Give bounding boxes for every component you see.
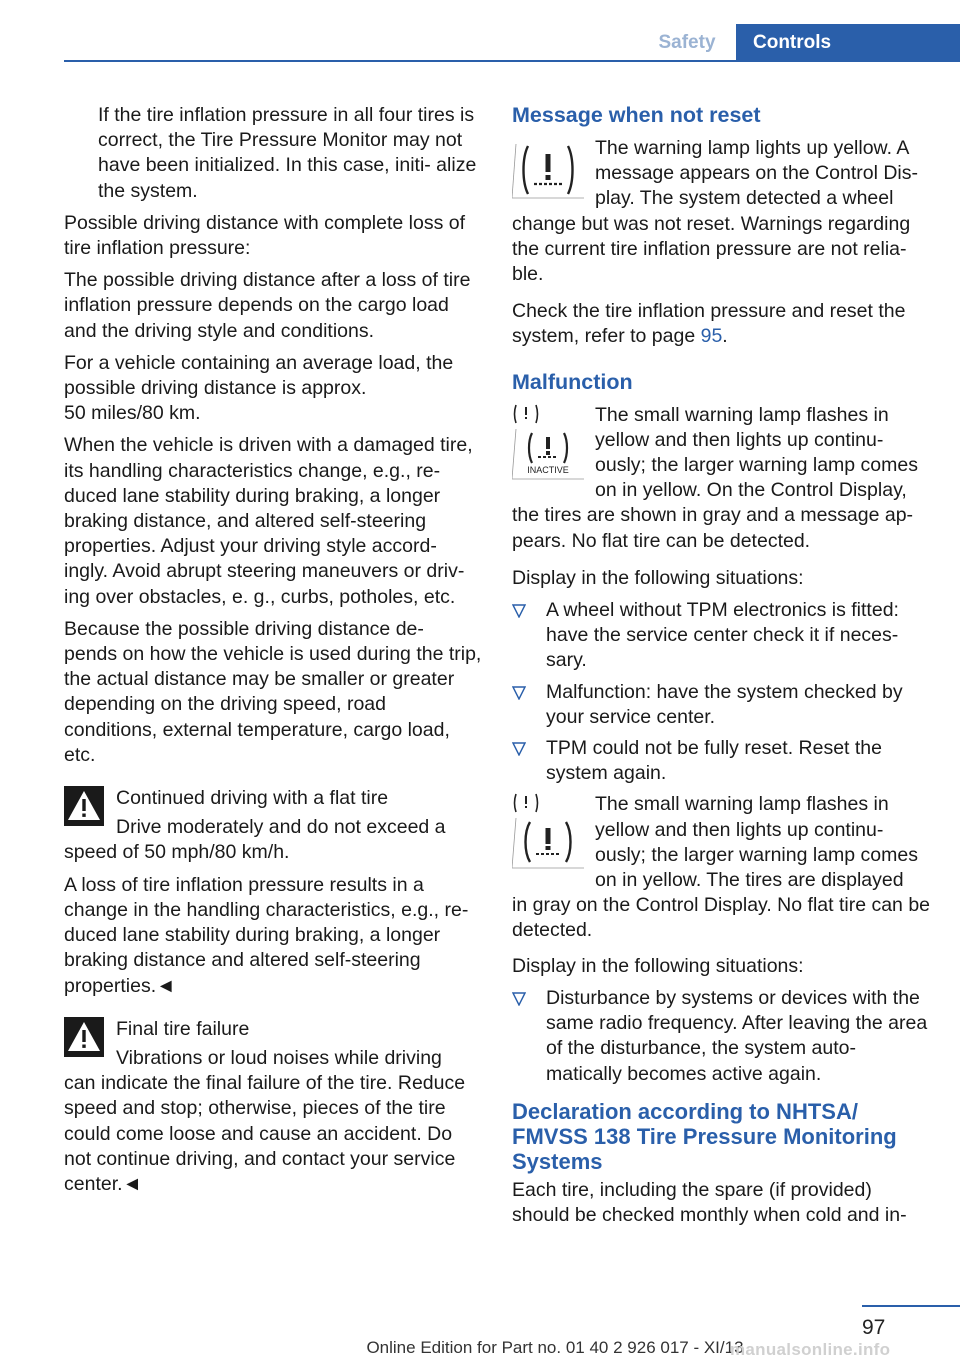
warning-triangle-icon [64,786,104,826]
warning-flat-tire-handling: A loss of tire inflation pressure results in a change in the handling characteristics, e.g., re- duced lane stability during braking, a longer braking distance and altered self-steering properties.◄ [64,873,469,997]
warning-final-failure-line1: Vibrations or loud noises while driving [116,1046,442,1069]
not-reset-text: The warning lamp lights up yellow. A message appears on the Control Dis- play. The system detected a wheel [595,137,918,210]
initialization-note: If the tire inflation pressure in all four tires is correct, the Tire Pressure Monitor may not have been initialized. In this case, initi- alize the system. [98,104,477,202]
average-load-text [64,351,482,427]
damaged-tire-text: When the vehicle is driven with a damaged tire, its handling characteristics change, e.g., re- duced lane stability during braking, a longer braking distance, and altered self-steering properties. Adjust your driving style accord- ingly. Avoid abrupt steering maneuvers or driv- ing over obstacles, e. g., curbs, potholes, etc. [64,434,473,608]
warning-flat-tire [64,786,482,999]
tab-controls[interactable]: Controls [736,24,960,62]
bullet-triangle-icon [512,604,526,618]
warning-flat-tire-speed: speed of 50 mph/80 km/h. [64,841,290,864]
driving-distance-text: The possible driving distance after a loss of tire inflation pressure depends on the cargo load and the driving style and conditions. [64,269,471,342]
list-item-text: A wheel without TPM electronics is fitted: have the service center check it if neces- sary. [546,599,899,672]
distance-value: 50 miles/80 km. [64,402,201,425]
check-pressure-end: . [722,325,728,348]
tire-pressure-warning-icon [512,792,584,870]
declaration-text: Each tire, including the spare (if provided) should be checked monthly when cold and in- [512,1178,907,1226]
malfunction-text-2-cont: in gray on the Control Display. No flat tire can be detected. [512,894,931,942]
bullet-triangle-icon [512,992,526,1006]
distance-depends-text: Because the possible driving distance de- pends on how the vehicle is used during the trip, the actual distance may be smaller or greater depending on the driving speed, road conditions, external temperature, cargo load, etc. [64,617,482,766]
warning-triangle-icon [64,1017,104,1057]
situations-list-1 [512,598,932,786]
check-pressure-text [512,299,932,349]
not-reset-block [512,136,932,287]
display-situations-1: Display in the following situations: [512,566,804,589]
list-item [512,680,932,730]
display-situations-2: Display in the following situations: [512,954,804,977]
heading-declaration: Declaration according to NHTSA/ FMVSS 138 Tire Pressure Monitoring Systems [512,1098,897,1174]
watermark: manualsonline.info [730,1340,891,1359]
tab-safety[interactable]: Safety [640,24,734,62]
left-column [64,103,482,1204]
heading-message-not-reset: Message when not reset [512,103,761,127]
warning-flat-tire-line1: Drive moderately and do not exceed a [116,816,446,839]
warning-final-failure-text: can indicate the final failure of the tire. Reduce speed and stop; otherwise, pieces of the tire could come loose and cause an accident. Do not continue driving, and contact your service center.◄ [64,1072,466,1195]
bullet-triangle-icon [512,742,526,756]
list-item-text: TPM could not be fully reset. Reset the system again. [546,737,882,785]
list-item [512,736,932,786]
list-item [512,598,932,674]
footer-rule [862,1305,960,1307]
driving-distance-heading: Possible driving distance with complete loss of tire inflation pressure: [64,211,466,260]
header-rule [64,60,960,62]
list-item [512,986,932,1087]
average-load-line: For a vehicle containing an average load, the possible driving distance is approx. [64,351,454,400]
warning-flat-tire-title: Continued driving with a flat tire [116,787,389,810]
situations-list-2 [512,986,932,1087]
check-pressure-label: Check the tire inflation pressure and reset the system, refer to page [512,300,906,348]
malfunction-text-1-cont: the tires are shown in gray and a message ap- pears. No flat tire can be detected. [512,504,914,552]
page-reference-link[interactable]: 95 [700,325,723,348]
warning-final-failure-title: Final tire failure [116,1017,250,1040]
list-item-text: Malfunction: have the system checked by your service center. [546,680,903,728]
heading-malfunction: Malfunction [512,369,633,394]
right-column [512,103,932,1235]
malfunction-block-1 [512,403,932,554]
not-reset-text-cont: change but was not reset. Warnings regarding the current tire inflation pressure are not relia- ble. [512,212,911,286]
list-item-text: Disturbance by systems or devices with the same radio frequency. After leaving the area of the disturbance, the system auto- matically becomes active again. [546,986,928,1085]
bullet-triangle-icon [512,686,526,700]
malfunction-block-2 [512,792,932,943]
malfunction-text-2: The small warning lamp flashes in yellow and then lights up continu- ously; the larger warning lamp comes on in yellow. The tires are displayed [595,793,918,892]
warning-final-failure [64,1017,482,1197]
tire-pressure-warning-icon [512,144,584,200]
edition-footer: Online Edition for Part no. 01 40 2 926 017 - XI/13 [366,1338,744,1357]
malfunction-text-1: The small warning lamp flashes in yellow and then lights up continu- ously; the larger warning lamp comes on in yellow. On the Control Display, [595,403,918,502]
tire-pressure-inactive-icon [512,403,584,481]
inactive-label: INACTIVE [527,464,569,475]
page-number: 97 [862,1316,886,1339]
